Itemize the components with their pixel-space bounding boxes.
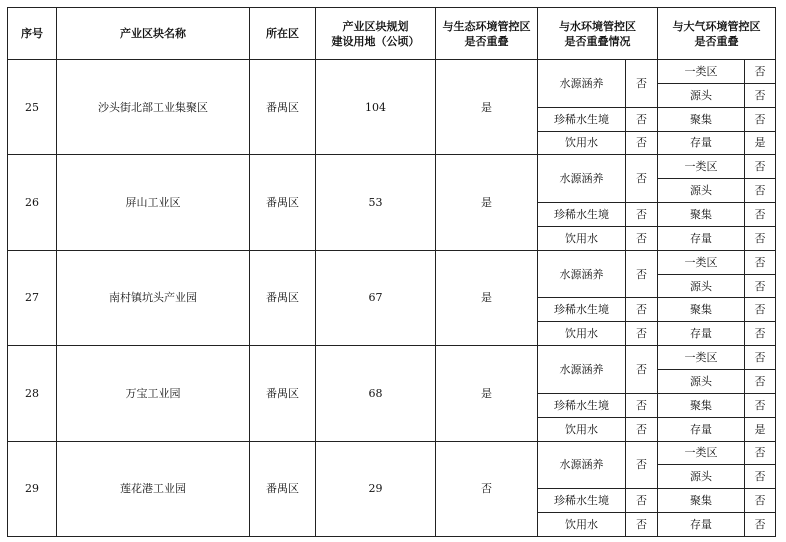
water-value: 否 [626, 393, 658, 417]
row-area: 53 [316, 155, 436, 250]
air-value: 否 [745, 107, 776, 131]
air-value: 否 [745, 83, 776, 107]
col-header-air-line1: 与大气环境管控区 [672, 19, 761, 33]
table-row [8, 441, 776, 465]
water-type: 饮用水 [538, 131, 626, 155]
row-name: 南村镇坑头产业园 [57, 250, 250, 345]
water-type: 水源涵养 [538, 155, 626, 203]
air-type: 聚集 [658, 489, 745, 513]
table-row [8, 250, 776, 274]
water-type: 珍稀水生境 [538, 298, 626, 322]
water-value: 否 [626, 298, 658, 322]
row-name: 沙头街北部工业集聚区 [57, 60, 250, 155]
water-type: 珍稀水生境 [538, 203, 626, 227]
col-header-name: 产业区块名称 [57, 8, 250, 60]
col-header-area-line1: 产业区块规划 [342, 19, 409, 33]
row-eco-overlap: 是 [436, 60, 538, 155]
air-value: 否 [745, 441, 776, 465]
air-value: 是 [745, 417, 776, 441]
row-area: 29 [316, 441, 436, 537]
air-type: 源头 [658, 369, 745, 393]
air-value: 否 [745, 346, 776, 370]
row-no: 27 [8, 250, 57, 345]
air-type: 源头 [658, 274, 745, 298]
air-type: 存量 [658, 131, 745, 155]
water-type: 珍稀水生境 [538, 489, 626, 513]
air-value: 否 [745, 203, 776, 227]
air-type: 一类区 [658, 441, 745, 465]
row-area: 67 [316, 250, 436, 345]
overlap-table [7, 7, 776, 537]
row-name: 莲花港工业园 [57, 441, 250, 537]
col-header-air-line2: 是否重叠 [694, 34, 739, 48]
air-type: 一类区 [658, 250, 745, 274]
air-value: 否 [745, 226, 776, 250]
row-eco-overlap: 是 [436, 346, 538, 441]
air-type: 源头 [658, 83, 745, 107]
row-name: 万宝工业园 [57, 346, 250, 441]
air-type: 聚集 [658, 393, 745, 417]
water-value: 否 [626, 513, 658, 537]
air-type: 存量 [658, 226, 745, 250]
water-value: 否 [626, 131, 658, 155]
air-type: 源头 [658, 179, 745, 203]
col-header-water-line2: 是否重叠情况 [564, 34, 631, 48]
water-value: 否 [626, 489, 658, 513]
col-header-eco-line1: 与生态环境管控区 [442, 19, 531, 33]
air-value: 否 [745, 322, 776, 346]
water-type: 水源涵养 [538, 250, 626, 298]
air-type: 存量 [658, 417, 745, 441]
row-eco-overlap: 是 [436, 155, 538, 250]
air-type: 聚集 [658, 298, 745, 322]
row-district: 番禺区 [250, 250, 316, 345]
col-header-area [316, 8, 436, 60]
water-type: 珍稀水生境 [538, 107, 626, 131]
air-type: 一类区 [658, 60, 745, 84]
col-header-no: 序号 [8, 8, 57, 60]
table-row [8, 346, 776, 370]
col-header-district: 所在区 [250, 8, 316, 60]
col-header-eco [436, 8, 538, 60]
air-value: 否 [745, 155, 776, 179]
row-no: 28 [8, 346, 57, 441]
air-value: 否 [745, 393, 776, 417]
col-header-eco-line2: 是否重叠 [464, 34, 509, 48]
col-header-water-line1: 与水环境管控区 [559, 19, 636, 33]
col-header-water [538, 8, 658, 60]
water-type: 饮用水 [538, 417, 626, 441]
water-value: 否 [626, 155, 658, 203]
water-type: 饮用水 [538, 226, 626, 250]
water-value: 否 [626, 417, 658, 441]
row-no: 26 [8, 155, 57, 250]
air-value: 否 [745, 489, 776, 513]
water-value: 否 [626, 60, 658, 108]
water-value: 否 [626, 322, 658, 346]
air-value: 否 [745, 369, 776, 393]
water-type: 水源涵养 [538, 346, 626, 394]
air-value: 否 [745, 250, 776, 274]
water-value: 否 [626, 441, 658, 489]
air-type: 聚集 [658, 107, 745, 131]
table-row [8, 155, 776, 179]
air-value: 否 [745, 179, 776, 203]
air-value: 是 [745, 131, 776, 155]
row-district: 番禺区 [250, 441, 316, 537]
air-value: 否 [745, 274, 776, 298]
air-value: 否 [745, 465, 776, 489]
row-eco-overlap: 否 [436, 441, 538, 537]
water-type: 饮用水 [538, 322, 626, 346]
water-type: 饮用水 [538, 513, 626, 537]
row-eco-overlap: 是 [436, 250, 538, 345]
air-type: 源头 [658, 465, 745, 489]
water-type: 珍稀水生境 [538, 393, 626, 417]
air-type: 存量 [658, 322, 745, 346]
row-area: 104 [316, 60, 436, 155]
air-value: 否 [745, 60, 776, 84]
table-row [8, 60, 776, 84]
air-type: 一类区 [658, 346, 745, 370]
water-value: 否 [626, 107, 658, 131]
water-type: 水源涵养 [538, 60, 626, 108]
air-type: 一类区 [658, 155, 745, 179]
header-row [8, 8, 776, 60]
col-header-air [658, 8, 776, 60]
row-district: 番禺区 [250, 60, 316, 155]
water-type: 水源涵养 [538, 441, 626, 489]
row-area: 68 [316, 346, 436, 441]
row-name: 屏山工业区 [57, 155, 250, 250]
row-district: 番禺区 [250, 155, 316, 250]
row-no: 29 [8, 441, 57, 537]
row-district: 番禺区 [250, 346, 316, 441]
air-value: 否 [745, 298, 776, 322]
air-type: 存量 [658, 513, 745, 537]
row-no: 25 [8, 60, 57, 155]
water-value: 否 [626, 226, 658, 250]
air-value: 否 [745, 513, 776, 537]
water-value: 否 [626, 203, 658, 227]
water-value: 否 [626, 250, 658, 298]
col-header-area-line2: 建设用地（公顷） [331, 34, 420, 48]
air-type: 聚集 [658, 203, 745, 227]
table-body [8, 60, 776, 537]
water-value: 否 [626, 346, 658, 394]
